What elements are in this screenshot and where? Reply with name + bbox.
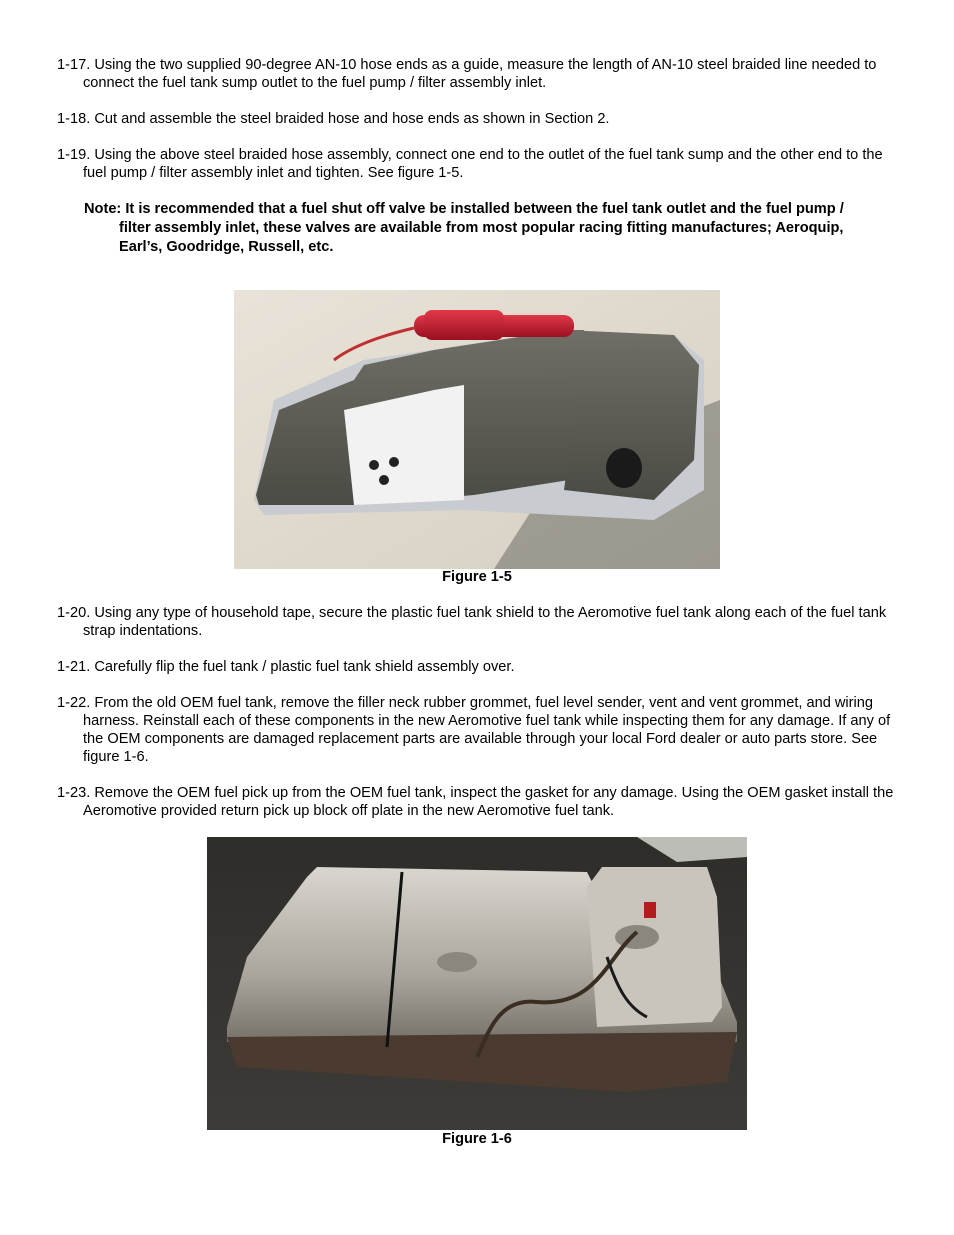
step-1-17	[57, 56, 902, 92]
step-text: 1-19. Using the above steel braided hose assembly, connect one end to the outlet of the fuel tank sump and the other end to the fuel pump / filter assembly inlet and tighten. See figure 1-5.	[57, 147, 883, 181]
fuel-tank-shield-photo	[234, 290, 720, 569]
figure-1-6-caption: Figure 1-6	[442, 1131, 512, 1147]
note-line-1: Note: It is recommended that a fuel shut off valve be installed between the fuel tank outlet and the fuel pump /	[84, 201, 844, 217]
step-text: 1-23. Remove the OEM fuel pick up from the OEM fuel tank, inspect the gasket for any damage. Using the OEM gasket install the Aeromotive provided return pick up block off plate in the new Aeromotive fuel tank.	[57, 785, 894, 819]
step-1-20	[57, 604, 902, 640]
note-block	[84, 200, 904, 257]
step-1-18	[57, 110, 902, 128]
figure-1-5-image	[234, 290, 720, 569]
step-text: 1-21. Carefully flip the fuel tank / plastic fuel tank shield assembly over.	[57, 659, 515, 675]
step-text: 1-18. Cut and assemble the steel braided hose and hose ends as shown in Section 2.	[57, 111, 610, 127]
step-1-23	[57, 784, 902, 820]
aeromotive-fuel-tank-photo	[207, 837, 747, 1130]
step-1-19	[57, 146, 902, 182]
step-text: 1-22. From the old OEM fuel tank, remove the filler neck rubber grommet, fuel level sender, vent and vent grommet, and wiring harness. Reinstall each of these components in the new Aeromotive fuel tank while inspecting them for any damage. If any of the OEM components are damaged replacement parts are available through your local Ford dealer or auto parts store. See figure 1-6.	[57, 695, 891, 765]
figure-1-5-caption: Figure 1-5	[442, 569, 512, 585]
figure-1-6-image	[207, 837, 747, 1130]
step-1-21	[57, 658, 902, 676]
step-text: 1-20. Using any type of household tape, secure the plastic fuel tank shield to the Aeromotive fuel tank along each of the fuel tank strap indentations.	[57, 605, 887, 639]
note-line-3: Earl’s, Goodridge, Russell, etc.	[119, 239, 334, 255]
note-line-2: filter assembly inlet, these valves are available from most popular racing fitting manufactures; Aeroquip,	[119, 220, 844, 236]
step-1-22	[57, 694, 902, 766]
step-text: 1-17. Using the two supplied 90-degree AN-10 hose ends as a guide, measure the length of AN-10 steel braided line needed to connect the fuel tank sump outlet to the fuel pump / filter assembly inlet.	[57, 57, 877, 91]
